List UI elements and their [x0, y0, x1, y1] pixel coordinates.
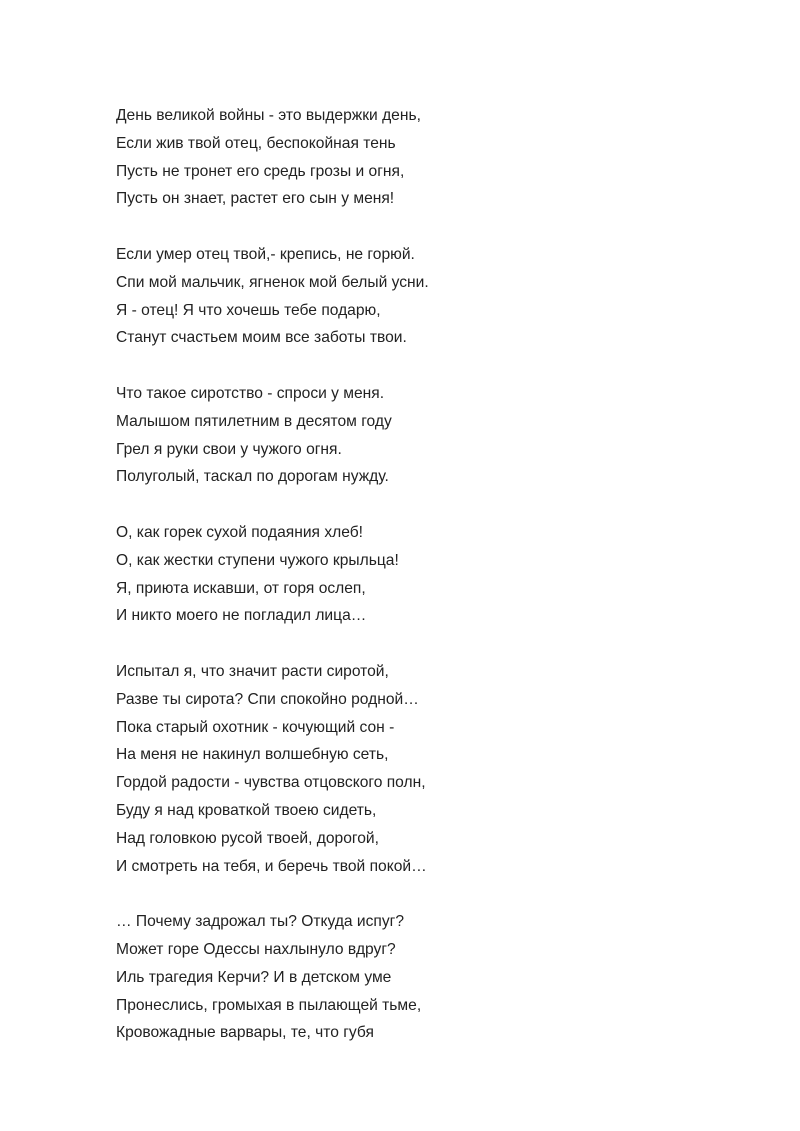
poem-line: Станут счастьем моим все заботы твои. — [116, 329, 407, 347]
poem-line: О, как горек сухой подаяния хлеб! — [116, 523, 363, 541]
poem-line: О, как жестки ступени чужого крыльца! — [116, 551, 399, 569]
poem-line: Кровожадные варвары, те, что губя — [116, 1024, 374, 1042]
poem-line: Иль трагедия Керчи? И в детском уме — [116, 968, 392, 986]
poem-line: Спи мой мальчик, ягненок мой белый усни. — [116, 273, 429, 291]
poem-line: Я - отец! Я что хочешь тебе подарю, — [116, 301, 381, 319]
poem-line: И никто моего не погладил лица… — [116, 607, 367, 625]
poem-line: Гордой радости - чувства отцовского полн, — [116, 774, 426, 792]
poem-line: Может горе Одессы нахлынуло вдруг? — [116, 940, 396, 958]
stanza-1 — [116, 102, 756, 213]
poem-line: Если жив твой отец, беспокойная тень — [116, 134, 396, 152]
stanza-6 — [116, 908, 756, 1047]
stanza-5 — [116, 658, 756, 880]
poem-line: Если умер отец твой,- крепись, не горюй. — [116, 245, 415, 263]
poem-line: Над головкою русой твоей, дорогой, — [116, 829, 379, 847]
poem-line: Пока старый охотник - кочующий сон - — [116, 718, 395, 736]
stanza-2 — [116, 241, 756, 352]
poem-line: И смотреть на тебя, и беречь твой покой… — [116, 857, 427, 875]
poem-line: Буду я над кроваткой твоею сидеть, — [116, 801, 377, 819]
poem-line: Пусть не тронет его средь грозы и огня, — [116, 162, 405, 180]
poem-line: Малышом пятилетним в десятом году — [116, 412, 392, 430]
poem-line: Испытал я, что значит расти сиротой, — [116, 662, 389, 680]
poem-line: … Почему задрожал ты? Откуда испуг? — [116, 913, 405, 931]
poem-line: Грел я руки свои у чужого огня. — [116, 440, 342, 458]
poem-text — [116, 102, 756, 1075]
stanza-4 — [116, 519, 756, 630]
poem-line: Разве ты сирота? Спи спокойно родной… — [116, 690, 419, 708]
poem-line: Пронеслись, громыхая в пылающей тьме, — [116, 996, 422, 1014]
poem-line: День великой войны - это выдержки день, — [116, 107, 421, 124]
poem-line: Я, приюта искавши, от горя ослеп, — [116, 579, 366, 597]
poem-line: Пусть он знает, растет его сын у меня! — [116, 190, 395, 208]
poem-line: Что такое сиротство - спроси у меня. — [116, 384, 385, 402]
poem-line: Полуголый, таскал по дорогам нужду. — [116, 468, 389, 486]
stanza-3 — [116, 380, 756, 491]
poem-line: На меня не накинул волшебную сеть, — [116, 746, 389, 764]
